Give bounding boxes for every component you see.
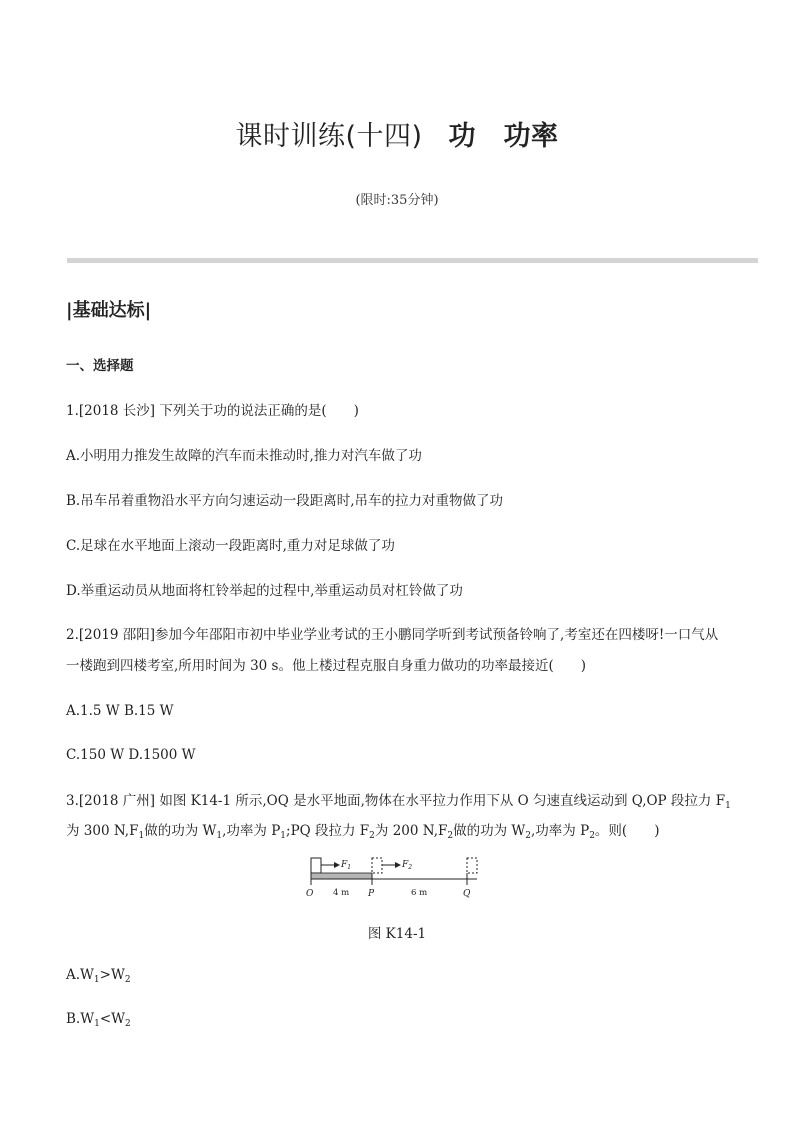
label-p: P [368, 889, 375, 899]
distance-pq: 6 m [411, 888, 428, 898]
block-at-p [372, 858, 382, 873]
figure-caption: 图 K14-1 [367, 926, 427, 942]
divider [67, 258, 758, 263]
q3-option-b: $B.W_1<W_2$ [66, 1011, 131, 1029]
q2-options-ab: A.1.5 W B.15 W [66, 703, 174, 719]
q2-stem-line1: 2.[2019 邵阳]参加今年邵阳市初中毕业学业考试的王小鹏同学听到考试预备铃响了,考室还在四楼呀!一口气从 [66, 627, 719, 643]
q3-stem-line1: 3.[2018 广州] 如图 K14-1 所示,OQ 是水平地面,物体在水平拉力作用下从 O 匀速直线运动到 Q,OP 段拉力 $F_1$ [66, 793, 731, 811]
q3-option-a: $A.W_1>W_2$ [66, 967, 131, 985]
block-at-q [467, 858, 477, 873]
label-o: O [306, 889, 314, 899]
q1-option-c: C.足球在水平地面上滚动一段距离时,重力对足球做了功 [66, 538, 395, 554]
time-limit: (限时:35分钟) [355, 193, 439, 208]
q2-stem-line2: 一楼跑到四楼考室,所用时间为 30 s。他上楼过程克服自身重力做功的功率最接近( ) [66, 658, 587, 674]
title-topic: 功 功率 [448, 121, 559, 152]
q1-option-a: A.小明用力推发生故障的汽车而未推动时,推力对汽车做了功 [66, 448, 422, 464]
section-title: |基础达标| [66, 300, 152, 321]
q2-options-cd: C.150 W D.1500 W [66, 747, 196, 763]
block-at-o [311, 858, 321, 873]
force-f2-label: $F_2$ [402, 860, 413, 871]
page-title [0, 114, 794, 153]
title-main: 课时训练(十四) [235, 121, 423, 152]
segment-op-shaded [311, 873, 372, 879]
motion-diagram [305, 855, 485, 901]
subsection-title: 一、选择题 [66, 358, 134, 374]
q1-stem: 1.[2018 长沙] 下列关于功的说法正确的是( ) [66, 403, 359, 419]
label-q: Q [463, 889, 471, 899]
q1-option-d: D.举重运动员从地面将杠铃举起的过程中,举重运动员对杠铃做了功 [66, 583, 463, 599]
distance-op: 4 m [333, 888, 350, 898]
q1-option-b: B.吊车吊着重物沿水平方向匀速运动一段距离时,吊车的拉力对重物做了功 [66, 493, 504, 509]
q3-stem-line2: 为 300 $N,F_1$做的功为 $W_1$,功率为 $P_1;PQ$ 段拉力 $F_2$为 200 $N,F_2$做的功为 $W_2$,功率为 $P_2$。则( ) [66, 823, 660, 841]
force-f1-label: $F_1$ [341, 860, 352, 871]
